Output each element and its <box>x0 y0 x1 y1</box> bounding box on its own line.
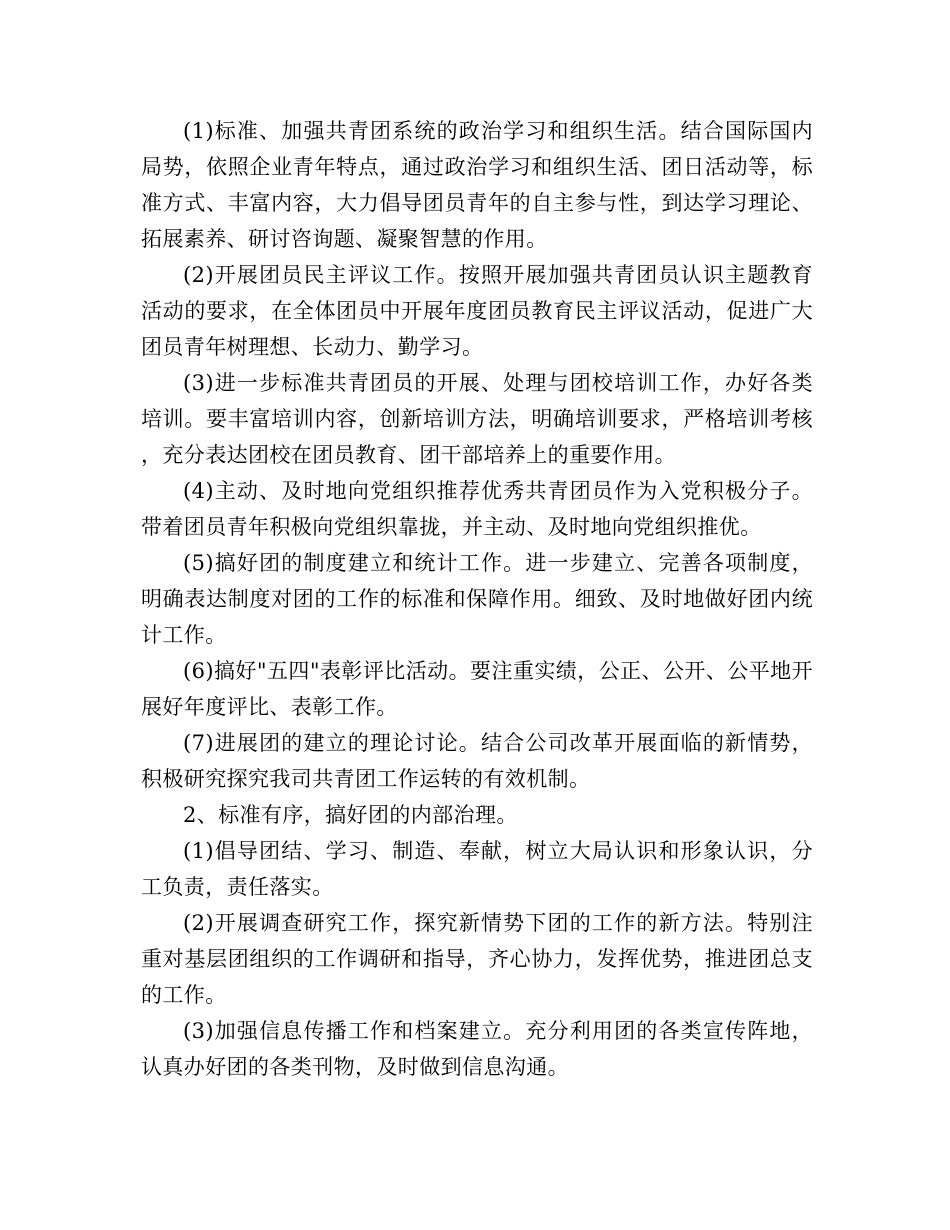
paragraph-10: (3)加强信息传播工作和档案建立。充分利用团的各类宣传阵地，认真办好团的各类刊物，及时做到信息沟通。 <box>141 1019 813 1079</box>
paragraph-1: (1)标准、加强共青团系统的政治学习和组织生活。结合国际国内局势，依照企业青年特点，通过政治学习和组织生活、团日活动等，标准方式、丰富内容，大力倡导团员青年的自主参与性，到达学习理论、拓展素养、研讨咨询题、凝聚智慧的作用。 <box>141 119 813 251</box>
paragraph-8: (1)倡导团结、学习、制造、奉献，树立大局认识和形象认识，分工负责，责任落实。 <box>141 839 813 899</box>
paragraph-2: (2)开展团员民主评议工作。按照开展加强共青团员认识主题教育活动的要求，在全体团员中开展年度团员教育民主评议活动，促进广大团员青年树理想、长动力、勤学习。 <box>141 263 813 359</box>
paragraph-4: (4)主动、及时地向党组织推荐优秀共青团员作为入党积极分子。带着团员青年积极向党组织靠拢，并主动、及时地向党组织推优。 <box>141 479 813 539</box>
paragraph-6: (6)搞好"五四"表彰评比活动。要注重实绩，公正、公开、公平地开展好年度评比、表彰工作。 <box>141 659 813 719</box>
paragraph-7: (7)进展团的建立的理论讨论。结合公司改革开展面临的新情势，积极研究探究我司共青团工作运转的有效机制。 <box>141 731 813 791</box>
paragraph-5: (5)搞好团的制度建立和统计工作。进一步建立、完善各项制度，明确表达制度对团的工作的标准和保障作用。细致、及时地做好团内统计工作。 <box>141 551 813 647</box>
section-heading-2: 2、标准有序，搞好团的内部治理。 <box>183 803 518 827</box>
paragraph-9: (2)开展调查研究工作，探究新情势下团的工作的新方法。特别注重对基层团组织的工作调研和指导，齐心协力，发挥优势，推进团总支的工作。 <box>141 911 813 1007</box>
document-body <box>141 113 813 1085</box>
paragraph-3: (3)进一步标准共青团员的开展、处理与团校培训工作，办好各类培训。要丰富培训内容，创新培训方法，明确培训要求，严格培训考核，充分表达团校在团员教育、团干部培养上的重要作用。 <box>141 371 813 467</box>
